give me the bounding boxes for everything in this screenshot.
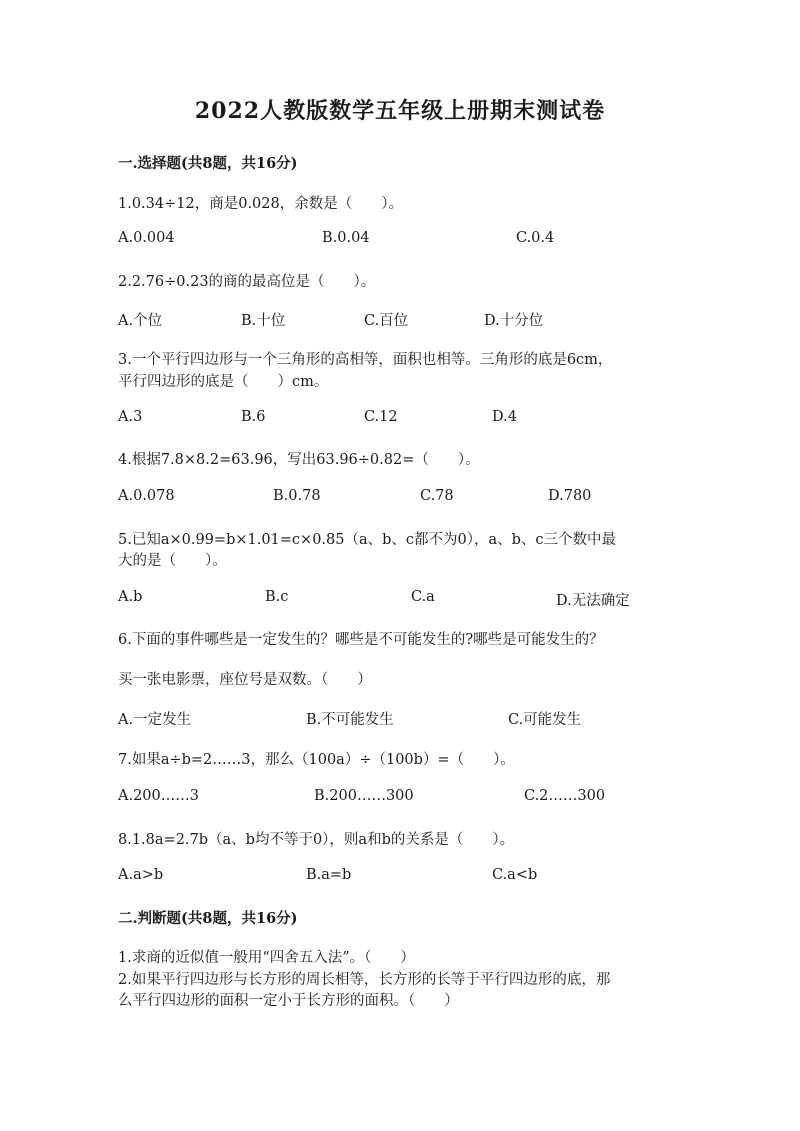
question-3-option-b: B.6	[241, 409, 266, 425]
question-2-option-a: A.个位	[118, 313, 163, 329]
question-4-option-c: C.78	[420, 488, 454, 504]
question-4-option-b: B.0.78	[273, 488, 321, 504]
judgment-2-text-line-2: 么平行四边形的面积一定小于长方形的面积。（ ）	[118, 993, 459, 1009]
question-6-subquestion: 买一张电影票，座位号是双数。（ ）	[118, 672, 372, 688]
question-5-option-d: D.无法确定	[556, 593, 630, 609]
question-3-text-line-2: 平行四边形的底是（ ）cm。	[118, 374, 329, 390]
question-3-option-c: C.12	[364, 409, 398, 425]
question-5-text-line-2: 大的是（ ）。	[118, 553, 227, 569]
question-3-option-d: D.4	[492, 409, 517, 425]
question-2-option-d: D.十分位	[484, 313, 544, 329]
question-2-option-b: B.十位	[241, 313, 286, 329]
question-6-text: 6.下面的事件哪些是一定发生的？哪些是不可能发生的?哪些是可能发生的？	[118, 632, 604, 648]
question-8-option-c: C.a<b	[492, 867, 538, 883]
question-7-option-a: A.200……3	[118, 788, 199, 804]
question-6-option-b: B.不可能发生	[306, 712, 394, 728]
question-8-option-a: A.a>b	[118, 867, 164, 883]
section-heading-true-false: 二.判断题(共8题，共16分)	[118, 910, 298, 927]
question-5-option-c: C.a	[411, 589, 435, 605]
question-1-option-c: C.0.4	[516, 230, 555, 246]
question-5-text-line-1: 5.已知a×0.99=b×1.01=c×0.85（a、b、c都不为0），a、b、c三个数中最	[118, 532, 617, 548]
question-8-option-b: B.a=b	[306, 867, 352, 883]
judgment-2-text-line-1: 2.如果平行四边形与长方形的周长相等，长方形的长等于平行四边形的底，那	[118, 972, 611, 988]
question-1-option-b: B.0.04	[322, 230, 370, 246]
question-4-text: 4.根据7.8×8.2=63.96，写出63.96÷0.82=（ ）。	[118, 452, 480, 468]
question-3-option-a: A.3	[118, 409, 143, 425]
question-6-option-a: A.一定发生	[118, 712, 192, 728]
judgment-1-text: 1.求商的近似值一般用“四舍五入法”。（ ）	[118, 950, 415, 966]
question-5-option-b: B.c	[265, 589, 289, 605]
question-7-option-c: C.2……300	[524, 788, 606, 804]
question-2-option-c: C.百位	[364, 313, 409, 329]
question-7-text: 7.如果a÷b=2……3，那么（100a）÷（100b）=（ ）。	[118, 752, 515, 768]
question-1-option-a: A.0.004	[118, 230, 175, 246]
question-1-text: 1.0.34÷12，商是0.028，余数是（ ）。	[118, 196, 403, 212]
question-3-text-line-1: 3.一个平行四边形与一个三角形的高相等，面积也相等。三角形的底是6cm，	[118, 352, 613, 368]
question-5-option-a: A.b	[118, 589, 143, 605]
question-4-option-d: D.780	[548, 488, 592, 504]
question-6-option-c: C.可能发生	[508, 712, 582, 728]
question-2-text: 2.2.76÷0.23的商的最高位是（ ）。	[118, 274, 376, 290]
section-heading-choice: 一.选择题(共8题，共16分)	[118, 155, 298, 172]
question-7-option-b: B.200……300	[314, 788, 414, 804]
page-title: 2022人教版数学五年级上册期末测试卷	[194, 98, 606, 124]
question-4-option-a: A.0.078	[118, 488, 175, 504]
question-8-text: 8.1.8a=2.7b（a、b均不等于0），则a和b的关系是（ ）。	[118, 832, 515, 848]
